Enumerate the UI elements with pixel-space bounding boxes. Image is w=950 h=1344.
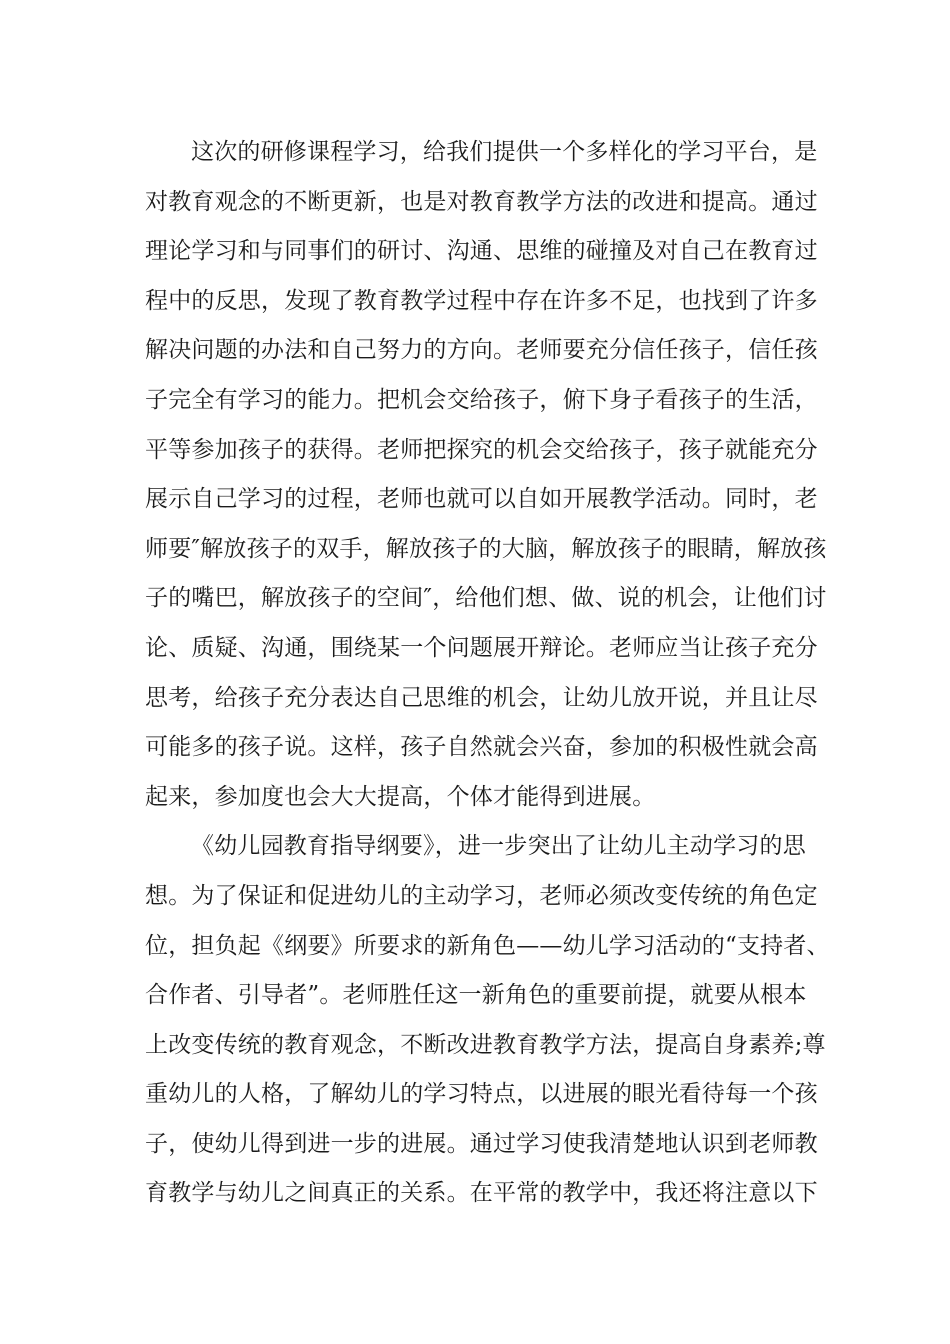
paragraph-1-line: 理论学习和与同事们的研讨、沟通、思维的碰撞及对自己在教育过 bbox=[145, 238, 818, 265]
paragraph-2-line: 育教学与幼儿之间真正的关系。在平常的教学中，我还将注意以下 bbox=[145, 1180, 818, 1207]
paragraph-1-line: 论、质疑、沟通，围绕某一个问题展开辩论。老师应当让孩子充分 bbox=[145, 634, 818, 661]
body-text bbox=[145, 128, 830, 1219]
paragraph-2-line: 合作者、引导者”。老师胜任这一新角色的重要前提，就要从根本 bbox=[145, 982, 807, 1009]
paragraph-1-line: 思考，给孩子充分表达自己思维的机会，让幼儿放开说，并且让尽 bbox=[145, 684, 818, 711]
paragraph-2-line: 想。为了保证和促进幼儿的主动学习，老师必须改变传统的角色定 bbox=[145, 882, 818, 909]
paragraph-2-line: 重幼儿的人格，了解幼儿的学习特点，以进展的眼光看待每一个孩 bbox=[145, 1081, 818, 1108]
paragraph-1-line: 可能多的孩子说。这样，孩子自然就会兴奋，参加的积极性就会高 bbox=[145, 734, 818, 761]
paragraph-1-line: 对教育观念的不断更新，也是对教育教学方法的改进和提高。通过 bbox=[145, 188, 818, 215]
paragraph-1-line: 平等参加孩子的获得。老师把探究的机会交给孩子，孩子就能充分 bbox=[145, 436, 818, 463]
paragraph-1-line: 这次的研修课程学习，给我们提供一个多样化的学习平台，是 bbox=[191, 139, 818, 165]
paragraph-2-line: 子，使幼儿得到进一步的进展。通过学习使我清楚地认识到老师教 bbox=[145, 1130, 818, 1157]
paragraph-2-line: 《幼儿园教育指导纲要》，进一步突出了让幼儿主动学习的思 bbox=[191, 833, 806, 860]
paragraph-1-line: 起来，参加度也会大大提高，个体才能得到进展。 bbox=[145, 783, 656, 810]
paragraph-1-line: 展示自己学习的过程，老师也就可以自如开展教学活动。同时，老 bbox=[145, 486, 818, 513]
paragraph-2-line: 位，担负起《纲要》所要求的新角色——幼儿学习活动的“支持者、 bbox=[145, 932, 830, 959]
paragraph-2-line: 上改变传统的教育观念，不断改进教育教学方法，提高自身素养;尊 bbox=[145, 1031, 826, 1058]
paragraph-1-line: 师要″解放孩子的双手，解放孩子的大脑，解放孩子的眼睛，解放孩 bbox=[145, 535, 827, 562]
paragraph-1-line: 程中的反思，发现了教育教学过程中存在许多不足，也找到了许多 bbox=[145, 287, 818, 314]
paragraph-1-line: 解决问题的办法和自己努力的方向。老师要充分信任孩子，信任孩 bbox=[145, 337, 818, 364]
paragraph-1-line: 子的嘴巴，解放孩子的空间″，给他们想、做、说的机会，让他们讨 bbox=[145, 585, 827, 612]
paragraph-1-line: 子完全有学习的能力。把机会交给孩子，俯下身子看孩子的生活， bbox=[145, 386, 818, 413]
